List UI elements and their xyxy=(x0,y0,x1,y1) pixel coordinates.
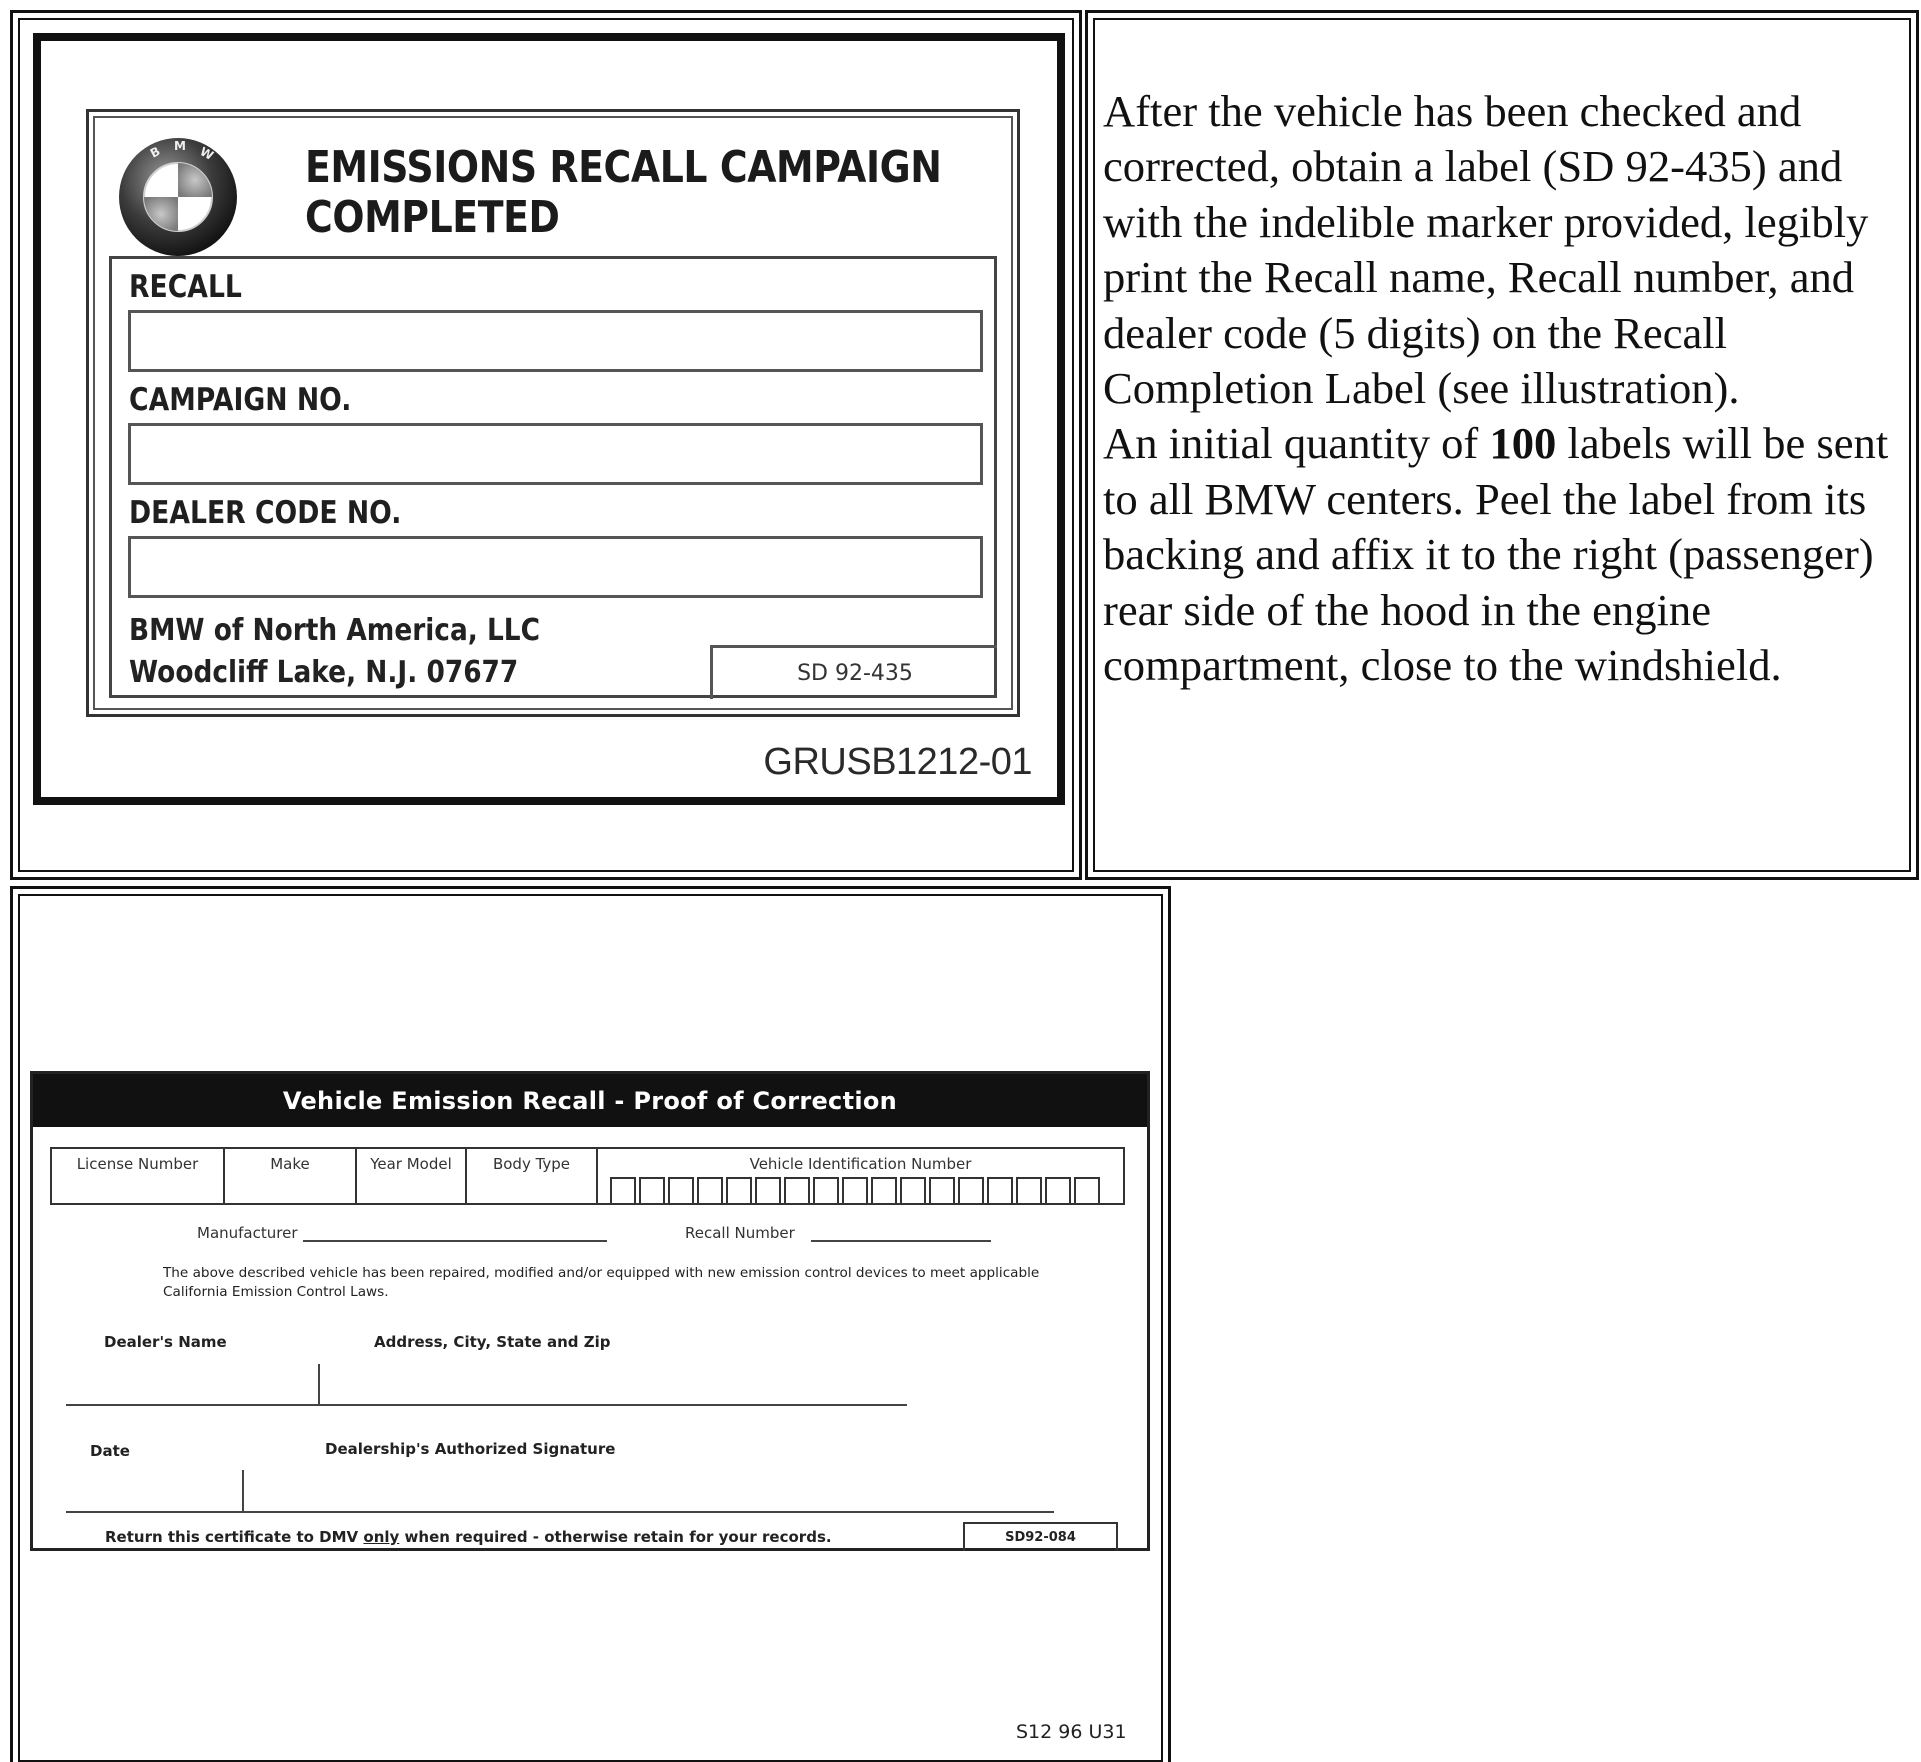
manufacturer-line xyxy=(303,1240,607,1242)
dealer-name-label: Dealer's Name xyxy=(104,1333,227,1351)
vin-column-label: Vehicle Identification Number xyxy=(749,1155,972,1173)
label-form-number: SD 92-435 xyxy=(710,645,997,699)
vin-box xyxy=(929,1177,955,1203)
dealer-code-field-label: DEALER CODE NO. xyxy=(129,495,402,531)
svg-text:B: B xyxy=(147,143,163,161)
proof-form-code: SD92-084 xyxy=(963,1522,1118,1551)
vin-box xyxy=(784,1177,810,1203)
recall-number-label: Recall Number xyxy=(685,1224,795,1242)
bmw-logo-icon xyxy=(117,136,239,258)
return-text-only: only xyxy=(363,1528,400,1546)
address-line-1: BMW of North America, LLC xyxy=(129,613,541,648)
dealer-address-line xyxy=(66,1404,907,1406)
make-column: Make xyxy=(225,1149,357,1203)
vehicle-info-table xyxy=(50,1147,1125,1205)
vin-box xyxy=(639,1177,665,1203)
return-instruction xyxy=(105,1528,832,1546)
vin-column xyxy=(598,1149,1123,1203)
return-text-after: when required - otherwise retain for your records. xyxy=(399,1528,832,1546)
vin-box xyxy=(610,1177,636,1203)
instruction-text-part2: labels will be sent to all BMW centers. Peel the label from its backing and affix it to the right (passenger) rear side of the hood in the engine compartment, close to the windshield. xyxy=(1103,418,1889,691)
vin-box xyxy=(1016,1177,1042,1203)
instruction-paragraph xyxy=(1103,84,1911,693)
return-text-before: Return this certificate to DMV xyxy=(105,1528,364,1546)
year-model-column: Year Model xyxy=(357,1149,467,1203)
vin-box xyxy=(842,1177,868,1203)
vin-box xyxy=(987,1177,1013,1203)
instruction-quantity: 100 xyxy=(1489,418,1557,469)
vin-box xyxy=(755,1177,781,1203)
recall-number-line xyxy=(811,1240,991,1242)
date-signature-line xyxy=(66,1511,1054,1513)
label-fields-box xyxy=(109,256,997,698)
vin-box xyxy=(813,1177,839,1203)
campaign-no-field-label: CAMPAIGN NO. xyxy=(129,382,352,418)
body-type-column: Body Type xyxy=(467,1149,598,1203)
signature-label: Dealership's Authorized Signature xyxy=(325,1440,616,1458)
compliance-statement: The above described vehicle has been repaired, modified and/or equipped with new emission control devices to meet applicable California Emission Control Laws. xyxy=(163,1265,1040,1300)
license-number-column: License Number xyxy=(52,1149,225,1203)
svg-text:W: W xyxy=(197,144,216,163)
proof-form-figure-id: S12 96 U31 xyxy=(1016,1721,1127,1743)
date-label: Date xyxy=(90,1442,130,1460)
vin-box xyxy=(1045,1177,1071,1203)
vin-box xyxy=(1074,1177,1100,1203)
vin-box xyxy=(668,1177,694,1203)
vin-box xyxy=(697,1177,723,1203)
dealer-code-field-box xyxy=(128,536,983,598)
campaign-no-field-box xyxy=(128,423,983,485)
recall-field-box xyxy=(128,310,983,372)
divider xyxy=(242,1470,244,1512)
recall-label-illustration xyxy=(33,33,1065,805)
vin-box xyxy=(900,1177,926,1203)
recall-field-label: RECALL xyxy=(129,269,242,305)
vin-box xyxy=(871,1177,897,1203)
instruction-text-part1: After the vehicle has been checked and corrected, obtain a label (SD 92-435) and with the indelible marker provided, legibly print the Recall name, Recall number, and dealer code (5 digits) on the Recall Completion Label (see illustration). An initial quantity of xyxy=(1103,86,1869,469)
label-figure-id: GRUSB1212-01 xyxy=(763,741,1032,783)
svg-text:M: M xyxy=(174,139,186,153)
proof-form-header: Vehicle Emission Recall - Proof of Correction xyxy=(33,1074,1147,1127)
address-label: Address, City, State and Zip xyxy=(374,1333,611,1351)
vin-box xyxy=(726,1177,752,1203)
label-title-line2: COMPLETED xyxy=(305,192,560,243)
recall-completion-label xyxy=(86,109,1020,717)
proof-of-correction-form xyxy=(30,1071,1150,1551)
divider xyxy=(318,1364,320,1405)
manufacturer-label: Manufacturer xyxy=(197,1224,298,1242)
vin-box xyxy=(958,1177,984,1203)
vin-boxes xyxy=(610,1177,1103,1203)
label-title-line1: EMISSIONS RECALL CAMPAIGN xyxy=(305,142,942,193)
address-line-2: Woodcliff Lake, N.J. 07677 xyxy=(129,655,519,690)
